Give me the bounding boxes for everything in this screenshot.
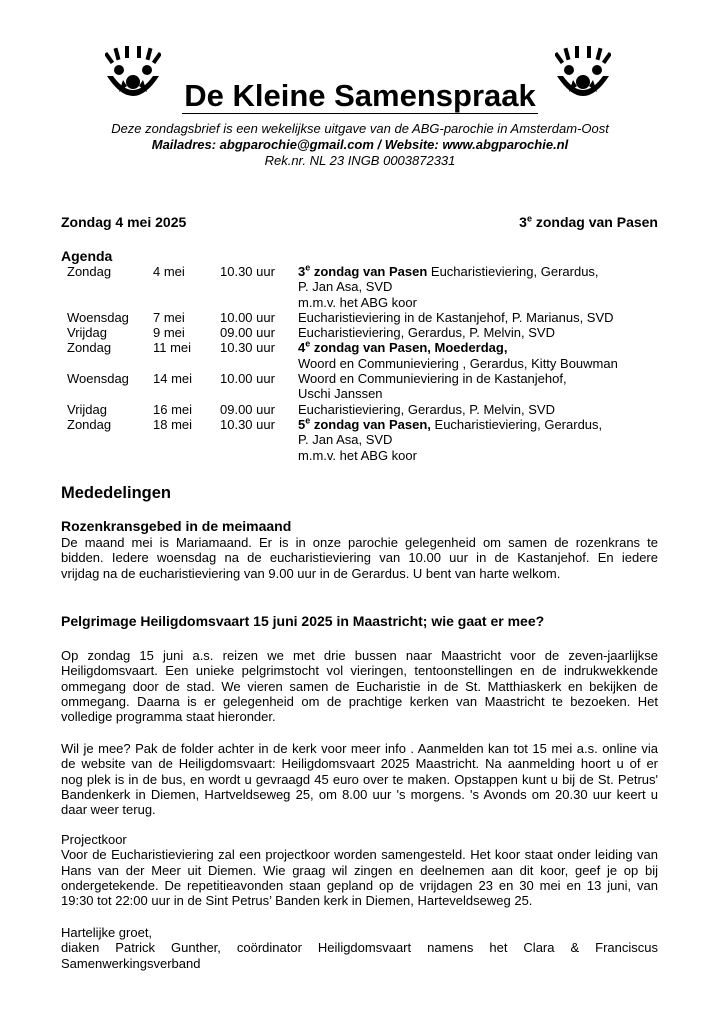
agenda-row: [67, 371, 667, 402]
agenda-date: 18 mei: [153, 416, 193, 432]
agenda-date: 4 mei: [153, 264, 185, 279]
agenda-description: 4e zondag van Pasen, Moederdag, Woord en Communieviering , Gerardus, Kitty Bouwman: [298, 339, 618, 371]
agenda-date: 14 mei: [153, 371, 193, 387]
agenda-day: Vrijdag: [67, 401, 107, 417]
agenda-row: [67, 325, 667, 340]
agenda-date: 11 mei: [153, 340, 192, 356]
pelgrimage-heading: Pelgrimage Heiligdomsvaart 15 juni 2025 in Maastricht; wie gaat er mee?: [61, 613, 545, 629]
agenda-day: Zondag: [67, 264, 112, 279]
agenda-date: 9 mei: [153, 325, 185, 341]
agenda-description: 5e zondag van Pasen, Eucharistieviering, Gerardus, P. Jan Asa, SVD m.m.v. het ABG koor: [298, 415, 603, 463]
agenda-day: Zondag: [67, 340, 112, 356]
bank-account: Rek.nr. NL 23 INGB 0003872331: [264, 153, 456, 168]
agenda-time: 10.30 uur: [220, 264, 275, 279]
agenda-row: [67, 340, 667, 371]
newsletter-title: De Kleine Samenspraak: [184, 78, 536, 113]
agenda-row: [67, 417, 667, 463]
agenda-description: 3e zondag van Pasen Eucharistieviering, Gerardus, P. Jan Asa, SVD m.m.v. het ABG koor: [298, 262, 599, 310]
agenda-time: 09.00 uur: [220, 401, 275, 417]
agenda-row: [67, 264, 667, 310]
agenda-table: [67, 264, 667, 463]
dateline: [61, 214, 658, 231]
agenda-row: [67, 310, 667, 325]
agenda-time: 10.30 uur: [220, 416, 275, 432]
announcements-heading: Mededelingen: [61, 484, 172, 502]
agenda-time: 10.00 uur: [220, 371, 275, 387]
agenda-date: 16 mei: [153, 401, 193, 417]
agenda-description: Eucharistieviering, Gerardus, P. Melvin, SVD: [298, 325, 555, 341]
rozenkrans-heading: Rozenkransgebed in de meimaand: [61, 518, 292, 534]
agenda-day: Vrijdag: [67, 325, 107, 341]
issue-date: Zondag 4 mei 2025: [61, 214, 187, 230]
closing-paragraph: Hartelijke groet, diaken Patrick Gunther, coördinator Heiligdomsvaart namens het Clara & Franciscus Samenwerkingsverband: [61, 925, 658, 971]
projectkoor-paragraph: Projectkoor Voor de Eucharistieviering zal een projectkoor worden samengesteld. Het koor staat onder leiding van Hans van der Meer uit Diemen. Wie graag wil zingen en deelnemen aan dit koor, geef je op bij ondergetekende. De repetitieavonden staan gepland op de vrijdagen 23 en 30 mei en 13 juni, van 19:30 tot 22:00 uur in de Sint Petrus’ Banden kerk in Diemen, Harteveldseweg 25.: [61, 832, 658, 909]
agenda-day: Woensdag: [67, 309, 129, 325]
newsletter-subtitle: Deze zondagsbrief is een wekelijkse uitgave van de ABG-parochie in Amsterdam-Oost: [111, 121, 609, 136]
agenda-description: Eucharistieviering in de Kastanjehof, P. Marianus, SVD: [298, 309, 614, 325]
agenda-day: Woensdag: [67, 371, 129, 387]
agenda-time: 10.00 uur: [220, 309, 275, 325]
agenda-time: 10.30 uur: [220, 340, 275, 356]
contact-line: Mailadres: abgparochie@gmail.com / Website: www.abgparochie.nl: [151, 137, 569, 152]
agenda-heading: Agenda: [61, 248, 113, 264]
agenda-description: Woord en Communieviering in de Kastanjehof, Uschi Janssen: [298, 371, 567, 402]
agenda-day: Zondag: [67, 416, 112, 432]
pelgrimage-paragraph-2: Wil je mee? Pak de folder achter in de kerk voor meer info . Aanmelden kan tot 15 mei a.s. online via de website van de Heiligdomsvaart: Heiligdomsvaart 2025 Maastricht. Na aanmelding hoort u of er nog plek is in de bus, en wordt u gevraagd 45 euro over te maken. Opstappen kunt u bij de St. Petrus' Bandenkerk in Diemen, Hartveldseweg 25, om 8.00 uur 's morgens. 's Avonds om 20.30 uur keert u daar weer terug.: [61, 741, 658, 818]
liturgical-sunday: 3e zondag van Pasen: [519, 213, 658, 230]
agenda-date: 7 mei: [153, 309, 185, 325]
rozenkrans-paragraph: De maand mei is Mariamaand. Er is in onze parochie gelegenheid om samen de rozenkrans te bidden. Iedere woensdag na de eucharistieviering van 10.00 uur in de Kastanjehof. En iedere vrijdag na de eucharistieviering van 9.00 uur in de Gerardus. U bent van harte welkom.: [61, 535, 658, 581]
agenda-row: [67, 402, 667, 417]
agenda-time: 09.00 uur: [220, 325, 275, 341]
agenda-description: Eucharistieviering, Gerardus, P. Melvin, SVD: [298, 401, 555, 417]
pelgrimage-paragraph-1: Op zondag 15 juni a.s. reizen we met drie bussen naar Maastricht voor de zeven-jaarlijkse Heiligdomsvaart. Een unieke pelgrimstocht vol vieringen, tentoonstellingen en de indrukwekkende ommegang door de stad. We vieren samen de Eucharistie in de St. Matthiaskerk en bekijken de ommegang. Daarna is er gelegenheid om de prachtige kerken van Maastricht te bezoeken. Het volledige programma staat hieronder.: [61, 648, 658, 725]
